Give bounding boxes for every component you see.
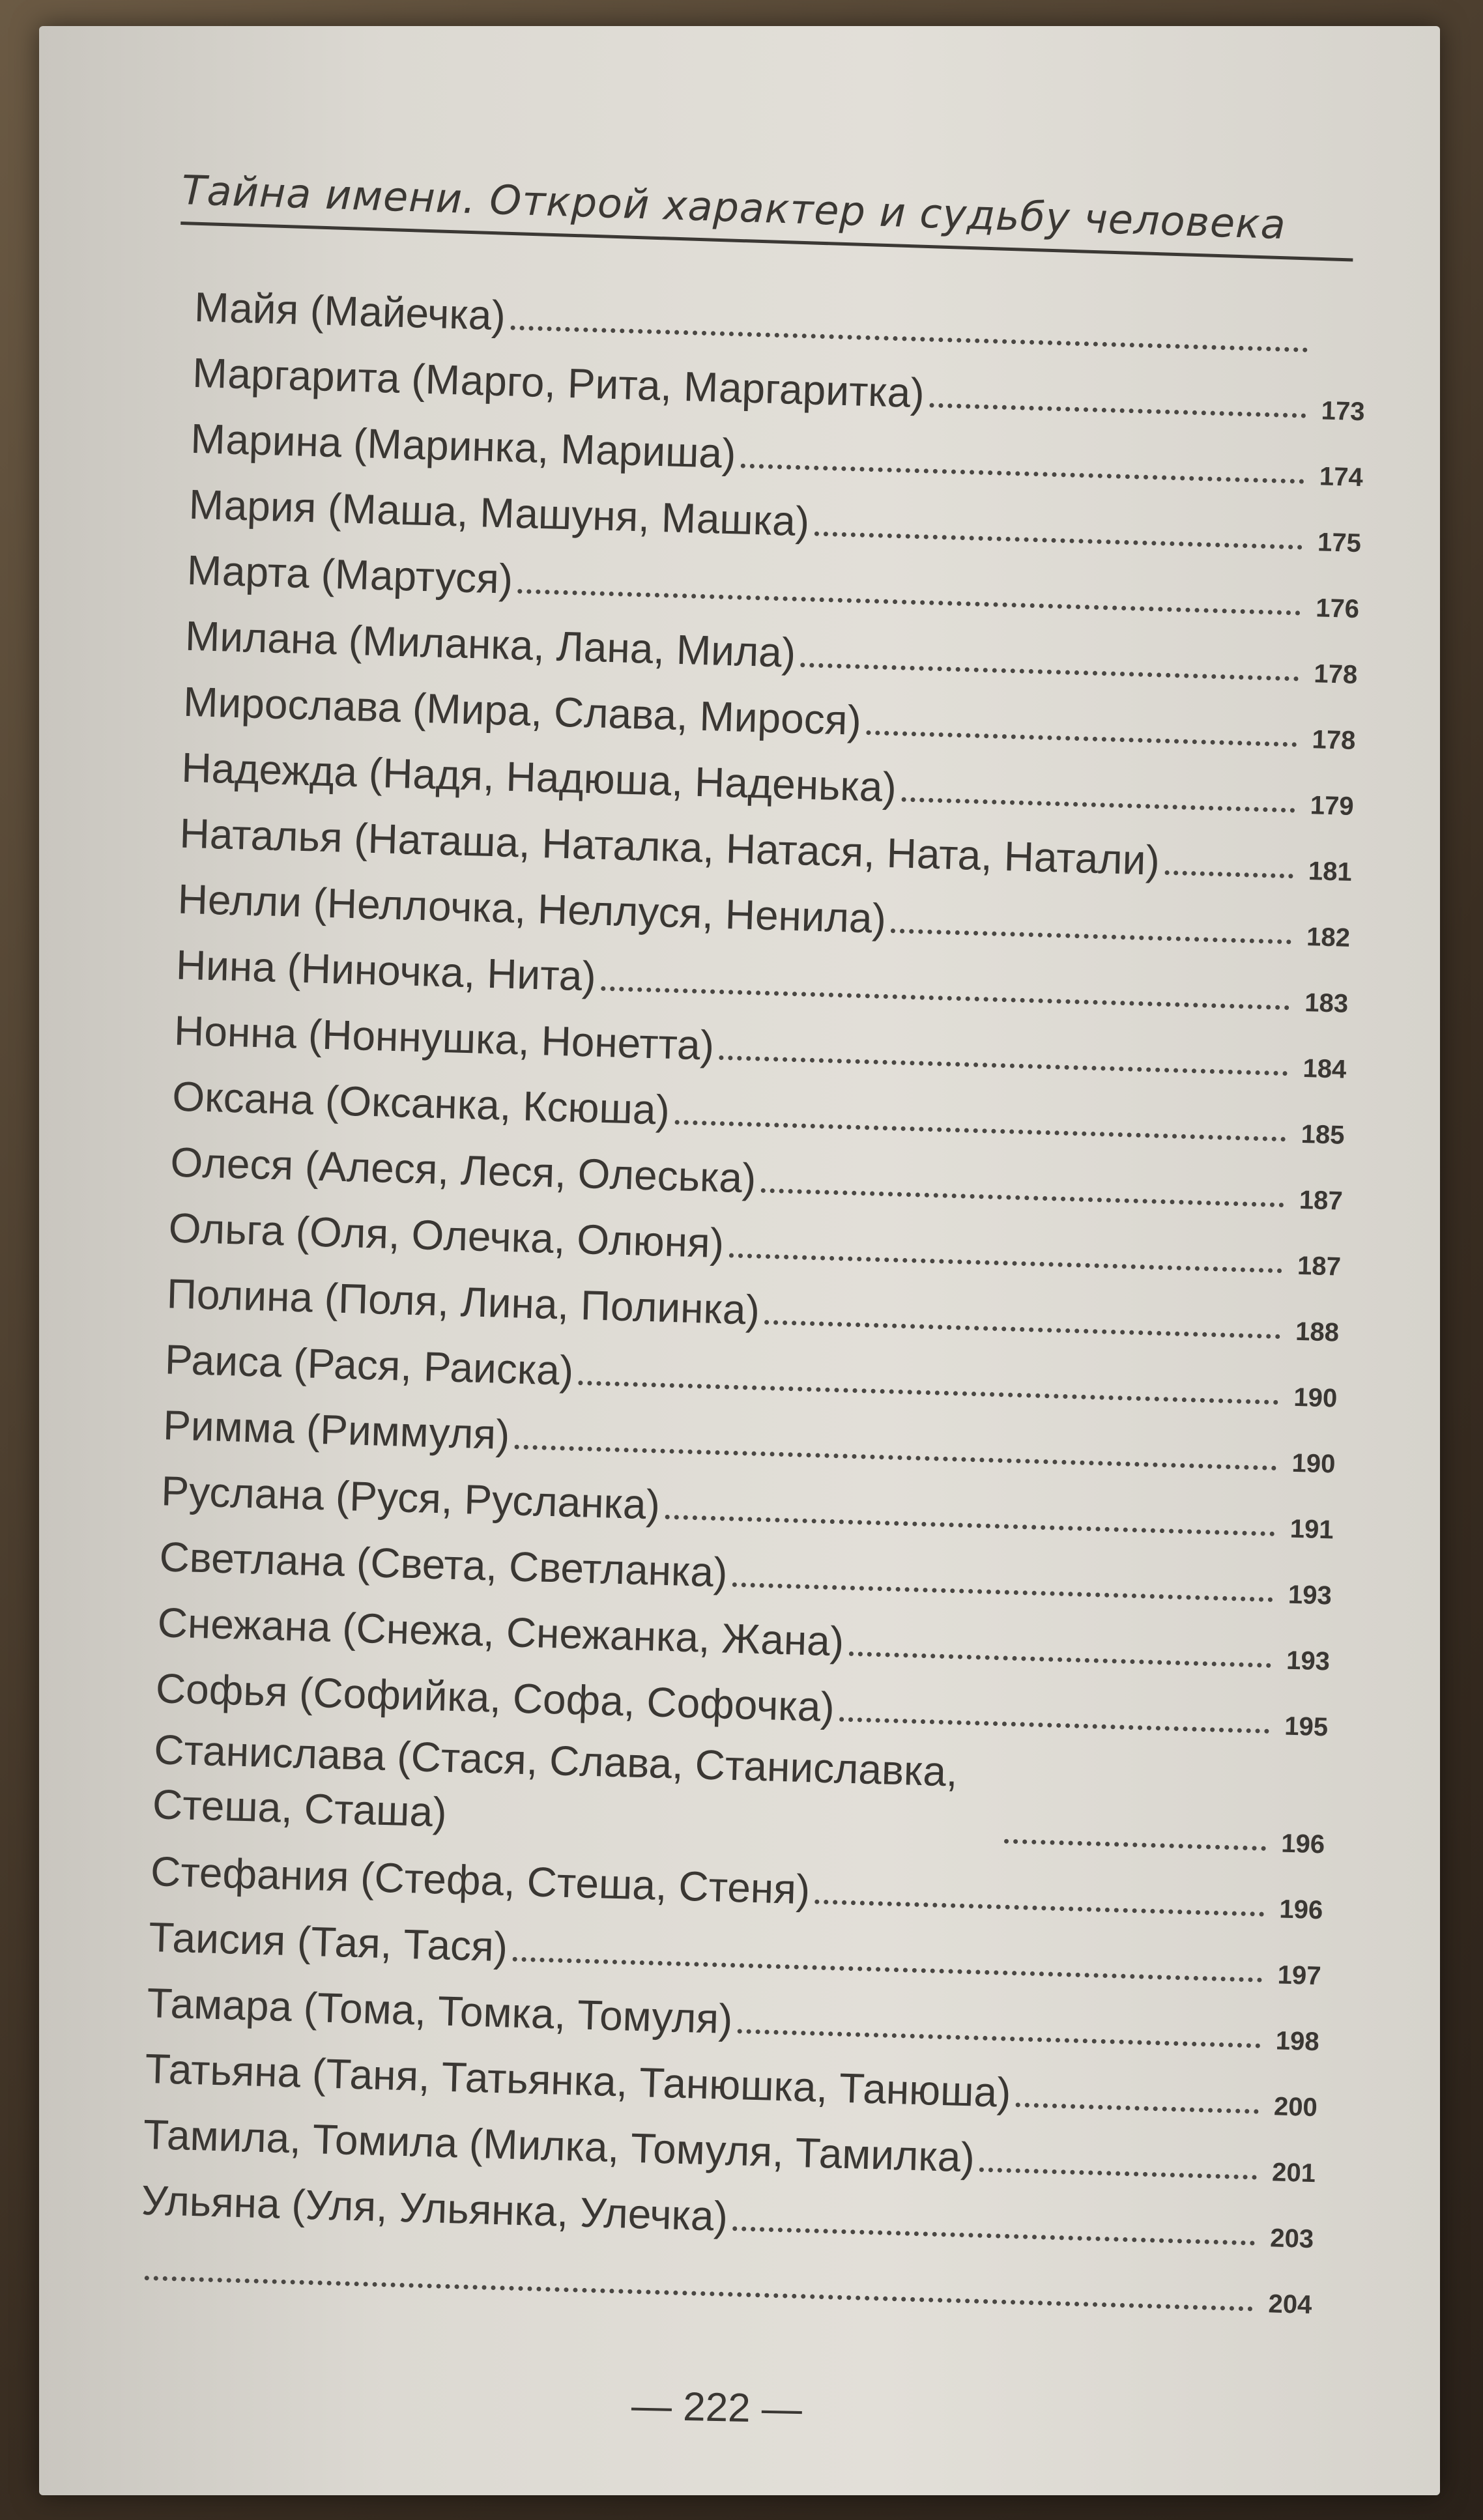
dot-leader bbox=[732, 2226, 1255, 2245]
toc-entry-title: Марта (Мартуся) bbox=[186, 546, 514, 603]
dot-leader bbox=[866, 730, 1297, 747]
toc-entry-title: Маргарита (Марго, Рита, Маргаритка) bbox=[192, 349, 925, 417]
dot-leader bbox=[839, 1717, 1269, 1733]
toc-entry-page: 198 bbox=[1275, 2026, 1320, 2057]
toc-entry-page: 188 bbox=[1295, 1317, 1340, 1347]
toc-entry-title: Мирослава (Мира, Слава, Мирося) bbox=[182, 678, 862, 744]
toc-entry-page: 185 bbox=[1301, 1119, 1346, 1150]
toc-entry-page: 195 bbox=[1284, 1711, 1329, 1742]
toc-entry-page: 190 bbox=[1291, 1448, 1336, 1479]
toc-entry-title: Ольга (Оля, Олечка, Олюня) bbox=[167, 1204, 725, 1267]
toc-entry-title: Тамара (Тома, Томка, Томуля) bbox=[146, 1979, 734, 2043]
toc-entry-page: 193 bbox=[1288, 1580, 1332, 1611]
toc-entry-page: 179 bbox=[1310, 791, 1355, 821]
toc-entry-page: 197 bbox=[1277, 1960, 1322, 1991]
toc-entry-page: 193 bbox=[1286, 1646, 1331, 1676]
dot-leader bbox=[801, 663, 1299, 681]
toc-entry-title: Стефания (Стефа, Стеша, Стеня) bbox=[150, 1848, 811, 1913]
dot-leader bbox=[741, 463, 1304, 483]
toc-entry-page: 173 bbox=[1321, 396, 1366, 427]
toc-entry-title: Нелли (Неллочка, Неллуся, Ненила) bbox=[177, 875, 887, 942]
toc-entry-page: 184 bbox=[1302, 1053, 1347, 1084]
toc-entry-title: Таисия (Тая, Тася) bbox=[148, 1913, 509, 1971]
toc-entry-title: Милана (Миланка, Лана, Мила) bbox=[184, 612, 797, 676]
toc-entry-page: 191 bbox=[1289, 1514, 1334, 1545]
toc-entry-title: Мария (Маша, Машуня, Машка) bbox=[188, 480, 811, 545]
toc-entry-title: Олеся (Алеся, Леся, Олеська) bbox=[169, 1138, 757, 1202]
dot-leader bbox=[1004, 1839, 1266, 1851]
toc-entry-page: 182 bbox=[1306, 923, 1351, 952]
dot-leader bbox=[929, 403, 1306, 418]
toc-entry-title: Светлана (Света, Светланка) bbox=[158, 1533, 728, 1596]
dot-leader bbox=[738, 2029, 1261, 2048]
toc-entry-title: Надежда (Надя, Надюша, Наденька) bbox=[180, 743, 897, 811]
table-of-contents bbox=[139, 267, 1368, 2325]
toc-entry-title: Полина (Поля, Лина, Полинка) bbox=[166, 1270, 760, 1334]
toc-entry-page: 196 bbox=[1278, 1895, 1323, 1925]
toc-entry-title: Римма (Риммуля) bbox=[162, 1401, 511, 1459]
dot-leader bbox=[901, 797, 1295, 813]
dot-leader bbox=[1164, 870, 1293, 879]
dot-leader bbox=[891, 928, 1291, 944]
toc-entry-page: 203 bbox=[1269, 2224, 1314, 2254]
toc-entry-title: Наталья (Наташа, Наталка, Натася, Ната, Натали) bbox=[179, 809, 1160, 884]
dot-leader bbox=[719, 1055, 1288, 1076]
toc-entry-page: 201 bbox=[1271, 2158, 1316, 2188]
toc-entry-title: Татьяна (Таня, Татьянка, Танюшка, Танюша) bbox=[144, 2044, 1012, 2117]
toc-entry-page: 174 bbox=[1319, 462, 1364, 493]
toc-entry-page: 196 bbox=[1280, 1829, 1325, 1859]
toc-entry-title: Нина (Ниночка, Нита) bbox=[175, 941, 597, 1000]
dot-leader bbox=[1016, 2102, 1259, 2113]
toc-entry-title: Софья (Софийка, Софа, Софочка) bbox=[155, 1665, 835, 1731]
toc-entry-title: Станислава (Стася, Слава, Станиславка, Стеша, Сташа) bbox=[152, 1726, 958, 1836]
toc-entry-page: 175 bbox=[1317, 528, 1362, 558]
dot-leader bbox=[728, 1253, 1282, 1273]
toc-entry-title: Тамила, Томила (Милка, Томуля, Тамилка) bbox=[142, 2110, 975, 2181]
toc-entry-page: 200 bbox=[1273, 2092, 1318, 2123]
page-number: — 222 — bbox=[631, 2383, 803, 2432]
toc-entry-page: 187 bbox=[1297, 1251, 1342, 1281]
toc-entry-page: 190 bbox=[1293, 1382, 1338, 1413]
toc-entry-page: 178 bbox=[1312, 725, 1357, 755]
toc-entry-title: Руслана (Руся, Русланка) bbox=[160, 1467, 661, 1528]
toc-entry-title: Марина (Маринка, Мариша) bbox=[190, 414, 737, 478]
dot-leader bbox=[732, 1582, 1273, 1602]
dot-leader bbox=[849, 1652, 1271, 1668]
toc-entry-title: Ульяна (Уля, Ульянка, Улечка) bbox=[141, 2176, 728, 2240]
toc-entry-title: Раиса (Рася, Раиска) bbox=[164, 1336, 575, 1394]
toc-entry-title: Снежана (Снежа, Снежанка, Жана) bbox=[156, 1599, 845, 1665]
dot-leader bbox=[815, 1900, 1265, 1917]
dot-leader bbox=[979, 2168, 1257, 2180]
dot-leader bbox=[814, 532, 1303, 550]
toc-entry-page: 187 bbox=[1299, 1185, 1344, 1216]
toc-entry-page: 178 bbox=[1313, 659, 1358, 690]
toc-entry-page: 204 bbox=[1267, 2289, 1312, 2320]
dot-leader bbox=[761, 1188, 1284, 1207]
toc-entry-title: Нонна (Ноннушка, Нонетта) bbox=[173, 1007, 715, 1069]
toc-entry-page: 176 bbox=[1315, 594, 1360, 624]
header-title: Тайна имени. Открой характер и судьбу человека bbox=[180, 166, 1287, 249]
toc-entry-page: 183 bbox=[1304, 988, 1349, 1018]
toc-entry-title: Майя (Майечка) bbox=[194, 283, 506, 339]
toc-entry-title: Оксана (Оксанка, Ксюша) bbox=[171, 1072, 670, 1134]
dot-leader bbox=[764, 1320, 1280, 1339]
toc-entry-page: 181 bbox=[1308, 857, 1353, 887]
